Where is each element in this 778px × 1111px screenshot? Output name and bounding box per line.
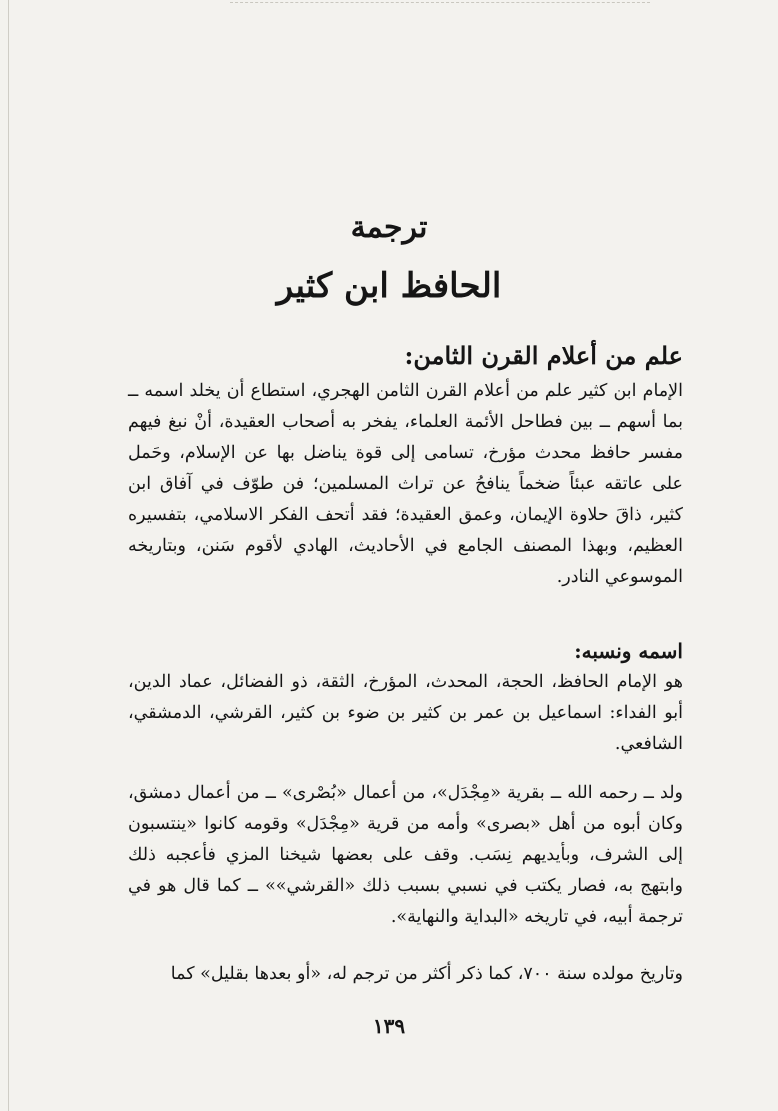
paragraph-birth: ولد ــ رحمه الله ــ بقرية «مِجْدَل»، من أعمال «بُصْرى» ــ من أعمال دمشق، وكان أبوه من أهل «بصرى» وأمه من قرية «مِجْدَل» وقومه كانوا «ينتسبون إلى الشرف، وبأيديهم نِسَب. وقف على بعضها شيخنا المزي فأعجبه ذلك وابتهج به، فصار يكتب في نسبي بسبب ذلك «القرشي»» ــ كما قال هو في ترجمة أبيه، في تاريخه «البداية والنهاية». xyxy=(128,783,683,927)
paragraph-intro: الإمام ابن كثير علم من أعلام القرن الثامن الهجري، استطاع أن يخلد اسمه ــ بما أسهم ــ بين فطاحل الأئمة العلماء، يفخر به أصحاب العقيدة، أنْ نبغ فيهم مفسر حافظ محدث مؤرخ، تسامى إلى قوة يناضل بها عن الإسلام، وحَمل على عاتقه عبئاً ضخماً ينافحُ عن تراث المسلمين؛ فن طوّف في آفاق ابن كثير، ذاقَ حلاوة الإيمان، وعمق العقيدة؛ فقد أتحف الفكر الاسلامي، بتفسيره العظيم، وبهذا المصنف الجامع في الأحاديث، الهادي لأقوم سَنن، وبتاريخه الموسوعي النادر. xyxy=(128,381,683,587)
page-number: ١٣٩ xyxy=(372,1014,406,1038)
section-heading-ninth-century: علم من أعلام القرن الثامن: xyxy=(404,341,683,370)
page-subtitle: الحافظ ابن كثير xyxy=(276,266,502,306)
page-edge-line xyxy=(8,0,9,1111)
page-title: ترجمة xyxy=(350,210,428,245)
paragraph-birth-date: وتاريخ مولده سنة ٧٠٠، كما ذكر أكثر من ترجم له، «أو بعدها بقليل» كما xyxy=(170,964,683,984)
page-top-edge xyxy=(230,2,650,4)
paragraph-name: هو الإمام الحافظ، الحجة، المحدث، المؤرخ، الثقة، ذو الفضائل، عماد الدين، أبو الفداء: اسماعيل بن عمر بن كثير بن ضوء بن كثير، القرشي، الدمشقي، الشافعي. xyxy=(128,672,683,754)
section-heading-name-lineage: اسمه ونسبه: xyxy=(574,639,683,663)
